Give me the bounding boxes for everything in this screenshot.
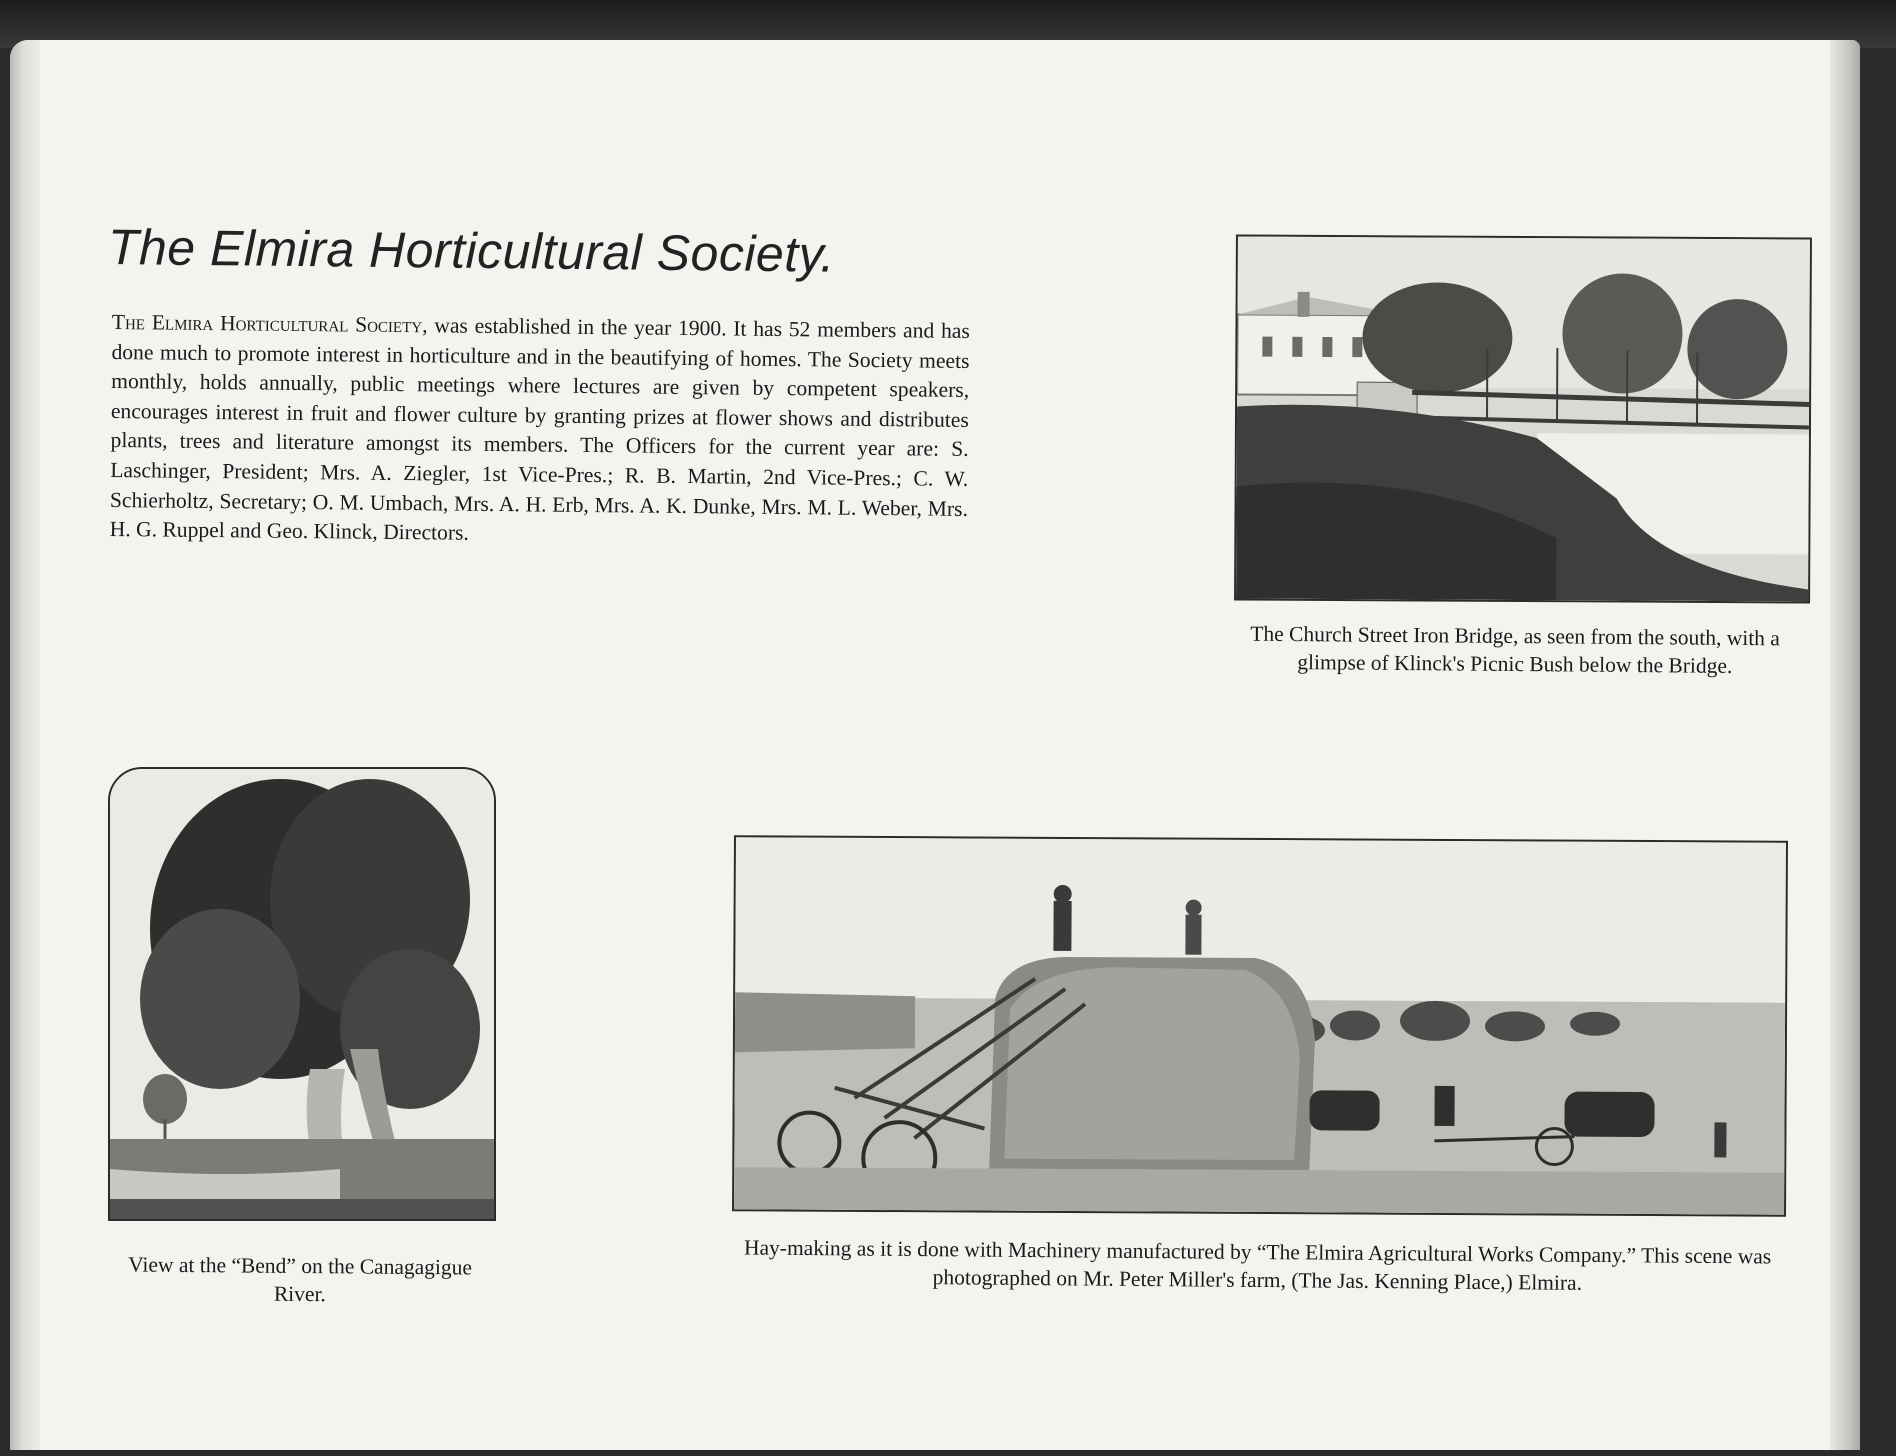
bridge-photo <box>1234 234 1812 603</box>
page-edge <box>1830 40 1860 1450</box>
hay-making-photo-image <box>734 837 1786 1214</box>
river-bend-photo-image <box>110 769 494 1219</box>
river-bend-photo <box>108 767 496 1221</box>
society-description <box>110 308 970 554</box>
bridge-photo-image <box>1236 237 1810 602</box>
society-description-text: was established in the year 1900. It has 52 members and has done much to promote interest in horticulture and in the beautifying of homes. The Society meets monthly, holds annually, public meetings where lectures are given by competent speakers, encourages interest in fruit and flower culture by granting prizes at flower shows and distributes plants, trees and literature amongst its members. The Officers for the current year are: S. Laschinger, President; Mrs. A. Ziegler, 1st Vice-Pres.; R. B. Martin, 2nd Vice-Pres.; C. W. Schierholtz, Secretary; O. M. Umbach, Mrs. A. H. Erb, Mrs. A. K. Dunke, Mrs. M. L. Weber, Mrs. H. G. Ruppel and Geo. Klinck, Directors. <box>109 313 970 545</box>
bridge-photo-caption: The Church Street Iron Bridge, as seen from the south, with a glimpse of Klinck's Picnic Bush below the Bridge. <box>1250 621 1781 678</box>
society-name-lead: The Elmira Horticultural Society, <box>111 309 428 338</box>
river-bend-photo-caption: View at the “Bend” on the Canagagigue River. <box>128 1252 473 1307</box>
page-spine <box>10 40 40 1450</box>
page-title: The Elmira Horticultural Society. <box>107 219 836 283</box>
hay-making-photo <box>732 835 1788 1217</box>
hay-making-photo-caption: Hay-making as it is done with Machinery manufactured by “The Elmira Agricultural Works Company.” This scene was photographed on Mr. Peter Miller's farm, (The Jas. Kenning Place,) Elmira. <box>743 1235 1772 1295</box>
